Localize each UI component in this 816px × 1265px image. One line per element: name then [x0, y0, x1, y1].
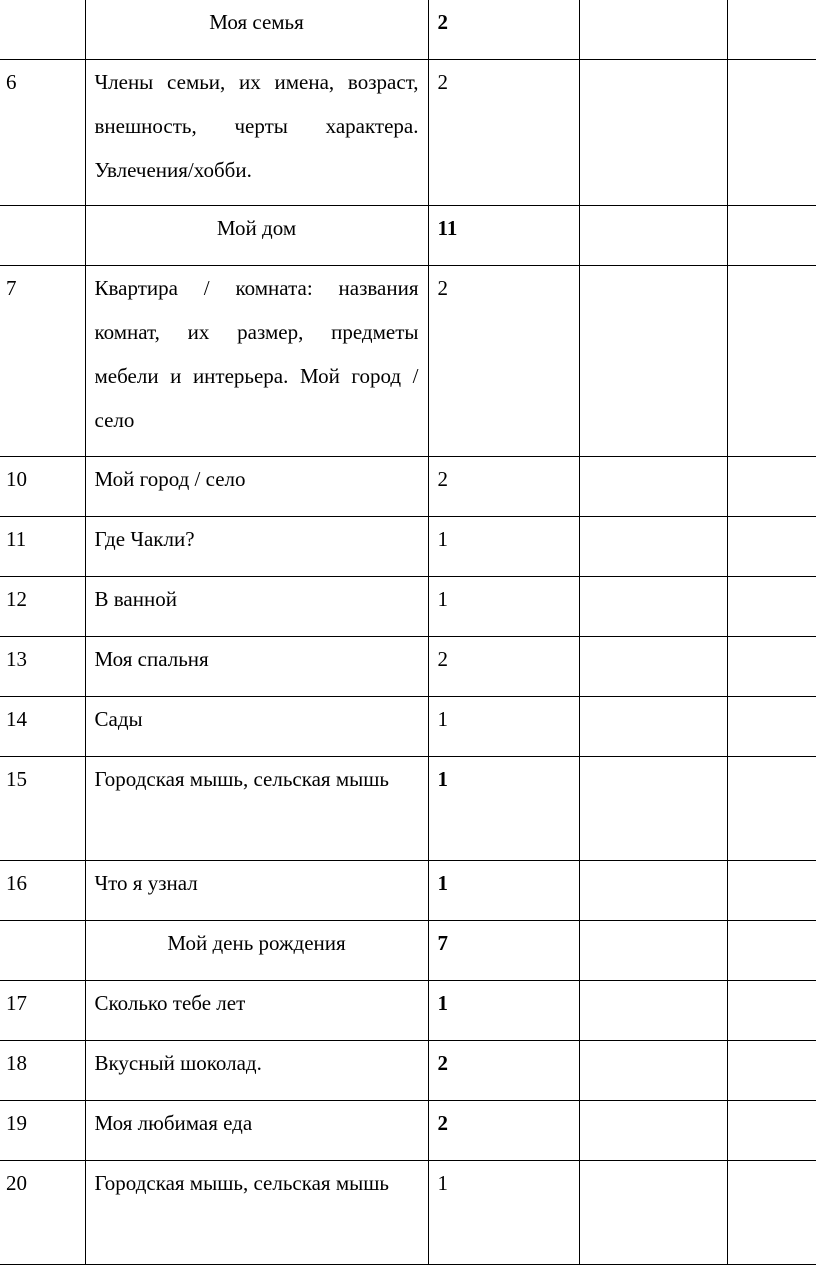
empty-cell: [579, 697, 727, 757]
hours-cell: 1: [428, 861, 579, 921]
table-row: [0, 60, 816, 206]
empty-cell: [727, 697, 816, 757]
empty-cell: [727, 266, 816, 457]
topic-cell: Вкусный шоколад.: [85, 1041, 428, 1101]
lesson-number-cell: 20: [0, 1161, 85, 1265]
empty-cell: [727, 981, 816, 1041]
empty-cell: [579, 206, 727, 266]
lesson-number-cell: 16: [0, 861, 85, 921]
section-row: [0, 921, 816, 981]
lesson-number-cell: 7: [0, 266, 85, 457]
table-row: [0, 757, 816, 861]
empty-cell: [727, 206, 816, 266]
lesson-number-cell: 18: [0, 1041, 85, 1101]
hours-cell: 2: [428, 457, 579, 517]
section-title: Мой день рождения: [85, 921, 428, 981]
lesson-number-cell: 15: [0, 757, 85, 861]
empty-cell: [579, 457, 727, 517]
lesson-number-cell: [0, 921, 85, 981]
empty-cell: [579, 637, 727, 697]
lesson-number-cell: 6: [0, 60, 85, 206]
empty-cell: [727, 577, 816, 637]
empty-cell: [727, 637, 816, 697]
table-row: [0, 1041, 816, 1101]
topic-cell: Мой город / село: [85, 457, 428, 517]
empty-cell: [727, 861, 816, 921]
topic-cell: Сколько тебе лет: [85, 981, 428, 1041]
topic-cell: Моя любимая еда: [85, 1101, 428, 1161]
empty-cell: [579, 60, 727, 206]
lesson-number-cell: 11: [0, 517, 85, 577]
empty-cell: [579, 981, 727, 1041]
hours-cell: 2: [428, 0, 579, 60]
topic-cell: Сады: [85, 697, 428, 757]
hours-cell: 2: [428, 1101, 579, 1161]
hours-cell: 2: [428, 266, 579, 457]
lesson-number-cell: 13: [0, 637, 85, 697]
section-row: [0, 0, 816, 60]
table-row: [0, 577, 816, 637]
table-row: [0, 517, 816, 577]
empty-cell: [579, 921, 727, 981]
empty-cell: [579, 577, 727, 637]
hours-cell: 1: [428, 757, 579, 861]
empty-cell: [727, 1041, 816, 1101]
empty-cell: [579, 0, 727, 60]
table-row: [0, 266, 816, 457]
lesson-number-cell: 12: [0, 577, 85, 637]
table-row: [0, 637, 816, 697]
hours-cell: 11: [428, 206, 579, 266]
topic-cell: Городская мышь, сельская мышь: [85, 757, 428, 861]
lesson-number-cell: 17: [0, 981, 85, 1041]
topic-cell: Квартира / комната: названия комнат, их размер, предметы мебели и интерьера. Мой город / село: [85, 266, 428, 457]
hours-cell: 1: [428, 981, 579, 1041]
empty-cell: [727, 0, 816, 60]
lesson-number-cell: [0, 206, 85, 266]
lesson-number-cell: 10: [0, 457, 85, 517]
hours-cell: 2: [428, 637, 579, 697]
empty-cell: [727, 1161, 816, 1265]
hours-cell: 1: [428, 517, 579, 577]
empty-cell: [727, 457, 816, 517]
table-row: [0, 981, 816, 1041]
table-row: [0, 457, 816, 517]
hours-cell: 1: [428, 697, 579, 757]
section-title: Мой дом: [85, 206, 428, 266]
empty-cell: [579, 1041, 727, 1101]
empty-cell: [727, 517, 816, 577]
hours-cell: 2: [428, 60, 579, 206]
section-title: Моя семья: [85, 0, 428, 60]
topic-cell: Моя спальня: [85, 637, 428, 697]
section-row: [0, 206, 816, 266]
topic-cell: Городская мышь, сельская мышь: [85, 1161, 428, 1265]
lesson-number-cell: 14: [0, 697, 85, 757]
table-row: [0, 861, 816, 921]
empty-cell: [579, 757, 727, 861]
hours-cell: 2: [428, 1041, 579, 1101]
table-row: [0, 697, 816, 757]
table-row: [0, 1101, 816, 1161]
table-row: [0, 1161, 816, 1265]
empty-cell: [579, 1161, 727, 1265]
lesson-number-cell: 19: [0, 1101, 85, 1161]
topic-cell: Где Чакли?: [85, 517, 428, 577]
hours-cell: 1: [428, 577, 579, 637]
empty-cell: [727, 921, 816, 981]
empty-cell: [727, 1101, 816, 1161]
topic-cell: Что я узнал: [85, 861, 428, 921]
empty-cell: [727, 60, 816, 206]
lesson-number-cell: [0, 0, 85, 60]
empty-cell: [579, 861, 727, 921]
empty-cell: [579, 1101, 727, 1161]
hours-cell: 7: [428, 921, 579, 981]
topic-cell: Члены семьи, их имена, возраст, внешность, черты характера. Увлечения/хобби.: [85, 60, 428, 206]
empty-cell: [727, 757, 816, 861]
empty-cell: [579, 266, 727, 457]
empty-cell: [579, 517, 727, 577]
topic-cell: В ванной: [85, 577, 428, 637]
hours-cell: 1: [428, 1161, 579, 1265]
